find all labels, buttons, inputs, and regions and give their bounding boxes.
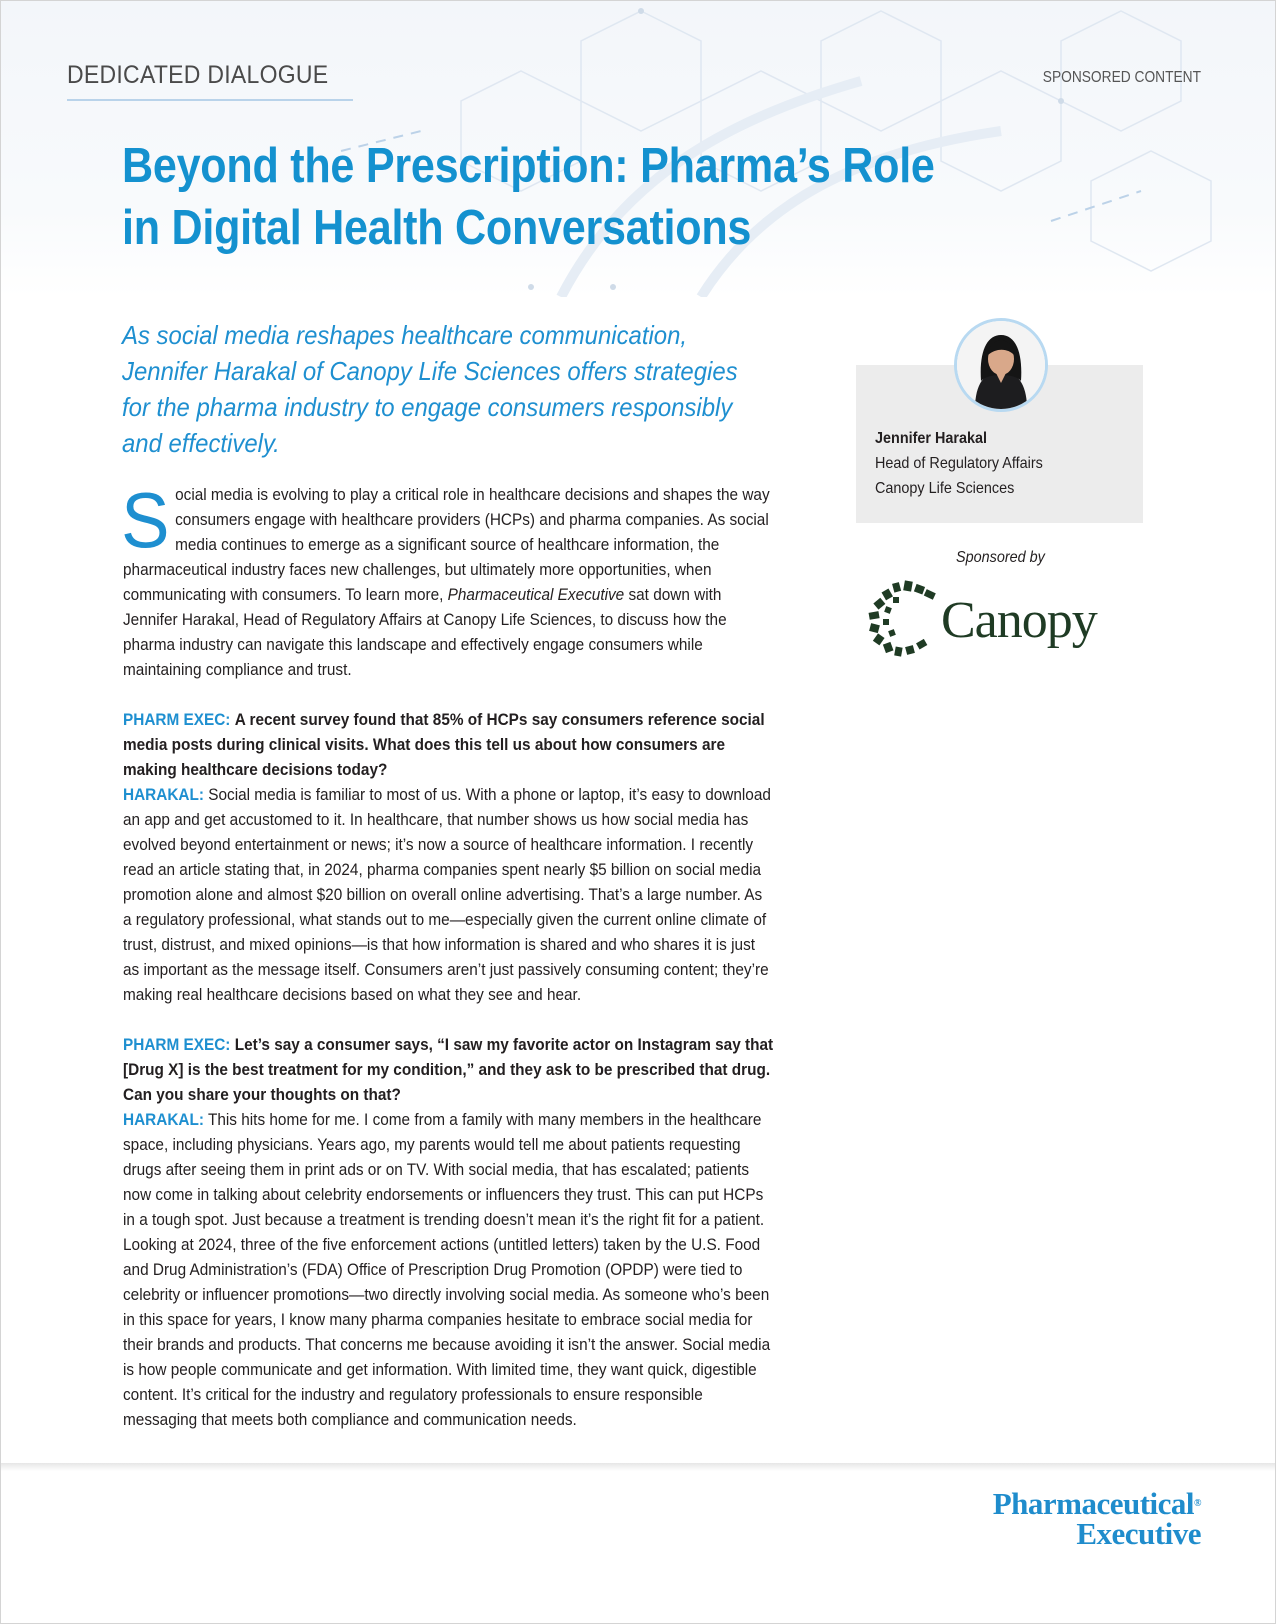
intro-text-1: ocial media is evolving to play a critical role in healthcare decisions and shapes the way consumers engage with healthcare providers (HCPs) and pharma companies. As social media continues to emerge as a significant source of healthcare information, the pharmaceutical industry faces new challenges, but ultimately more opportunities, when communicating with consumers. To learn more, <box>123 486 770 604</box>
intro-text-2: sat down with Jennifer Harakal, Head of Regulatory Affairs at Canopy Life Sciences, to discuss how the pharma industry can navigate this landscape and effectively engage consumers while maintaining compliance and trust. <box>123 586 727 679</box>
pe-logo-line1: Pharmaceutical <box>992 1486 1195 1521</box>
question-speaker: PHARM EXEC: <box>123 1036 231 1054</box>
canopy-logo-mark-icon <box>863 579 943 659</box>
registered-mark: ® <box>1194 1498 1201 1509</box>
article-body <box>121 476 774 1433</box>
question-speaker: PHARM EXEC: <box>123 711 231 729</box>
question-1 <box>123 708 774 783</box>
answer-text: This hits home for me. I come from a family with many members in the healthcare space, including physicians. Years ago, my parents would tell me about patients requesting drugs after seeing them in print ads or on TV. With social media, that has escalated; patients now come in talking about celebrity endorsements or influencers they trust. This can put HCPs in a tough spot. Just because a treatment is trending doesn’t mean it’s the right fit for a patient. Looking at 2024, three of the five enforcement actions (untitled letters) taken by the U.S. Food and Drug Administration’s (FDA) Office of Prescription Drug Promotion (OPDP) were tied to celebrity or influencer promotions—two directly involving social media. As someone who’s been in this space for years, I know many pharma companies hesitate to embrace social media for their brands and products. That concerns me because avoiding it isn’t the answer. Social media is how people communicate and get information. With limited time, they want quick, digestible content. It’s critical for the industry and regulatory professionals to ensure responsible messaging that meets both compliance and communication needs. <box>123 1111 771 1429</box>
question-text: A recent survey found that 85% of HCPs say consumers reference social media posts during clinical visits. What does this tell us about how consumers are making healthcare decisions today? <box>123 711 765 779</box>
drop-cap: S <box>121 476 170 564</box>
article-headline: Beyond the Prescription: Pharma’s Role in Digital Health Conversations <box>122 139 935 255</box>
footer-divider <box>1 1463 1275 1471</box>
person-portrait-icon <box>957 321 1045 409</box>
sponsored-content-tag: SPONSORED CONTENT <box>1042 69 1201 86</box>
publication-name: Pharmaceutical Executive <box>447 586 625 604</box>
bio-name: Jennifer Harakal <box>875 430 988 447</box>
section-kicker: DEDICATED DIALOGUE <box>67 61 329 89</box>
canopy-logo-wordmark: Canopy <box>941 592 1097 649</box>
answer-2 <box>123 1108 774 1433</box>
sponsored-by-label: Sponsored by <box>956 549 1045 566</box>
pharmaceutical-executive-logo <box>992 1486 1201 1551</box>
answer-speaker: HARAKAL: <box>123 786 204 804</box>
answer-1 <box>123 783 774 1008</box>
question-2 <box>123 1033 774 1108</box>
article-deck: As social media reshapes healthcare communication, Jennifer Harakal of Canopy Life Sciences offers strategies for the pharma industry to engage consumers responsibly and effectively. <box>122 320 738 458</box>
kicker-underline <box>67 99 353 101</box>
answer-speaker: HARAKAL: <box>123 1111 204 1129</box>
intro-paragraph <box>121 476 774 683</box>
question-text: Let’s say a consumer says, “I saw my favorite actor on Instagram say that [Drug X] is the best treatment for my condition,” and they ask to be prescribed that drug. Can you share your thoughts on that? <box>123 1036 774 1104</box>
pe-logo-line2: Executive <box>1076 1516 1201 1551</box>
answer-text: Social media is familiar to most of us. With a phone or laptop, it’s easy to download an app and get accustomed to it. In healthcare, that number shows us how social media has evolved beyond entertainment or news; it’s now a source of healthcare information. I recently read an article stating that, in 2024, pharma companies spent nearly $5 billion on social media promotion alone and almost $20 billion on overall online advertising. That’s a large number. As a regulatory professional, what stands out to me—especially given the current online climate of trust, distrust, and mixed opinions—is that how information is shared and who shares it is just as important as the message itself. Consumers aren’t just passively consuming content; they’re making real healthcare decisions based on what they see and hear. <box>123 786 771 1004</box>
bio-title: Head of Regulatory Affairs <box>875 455 1043 472</box>
headshot-avatar <box>954 318 1048 412</box>
bio-organization: Canopy Life Sciences <box>875 480 1015 497</box>
